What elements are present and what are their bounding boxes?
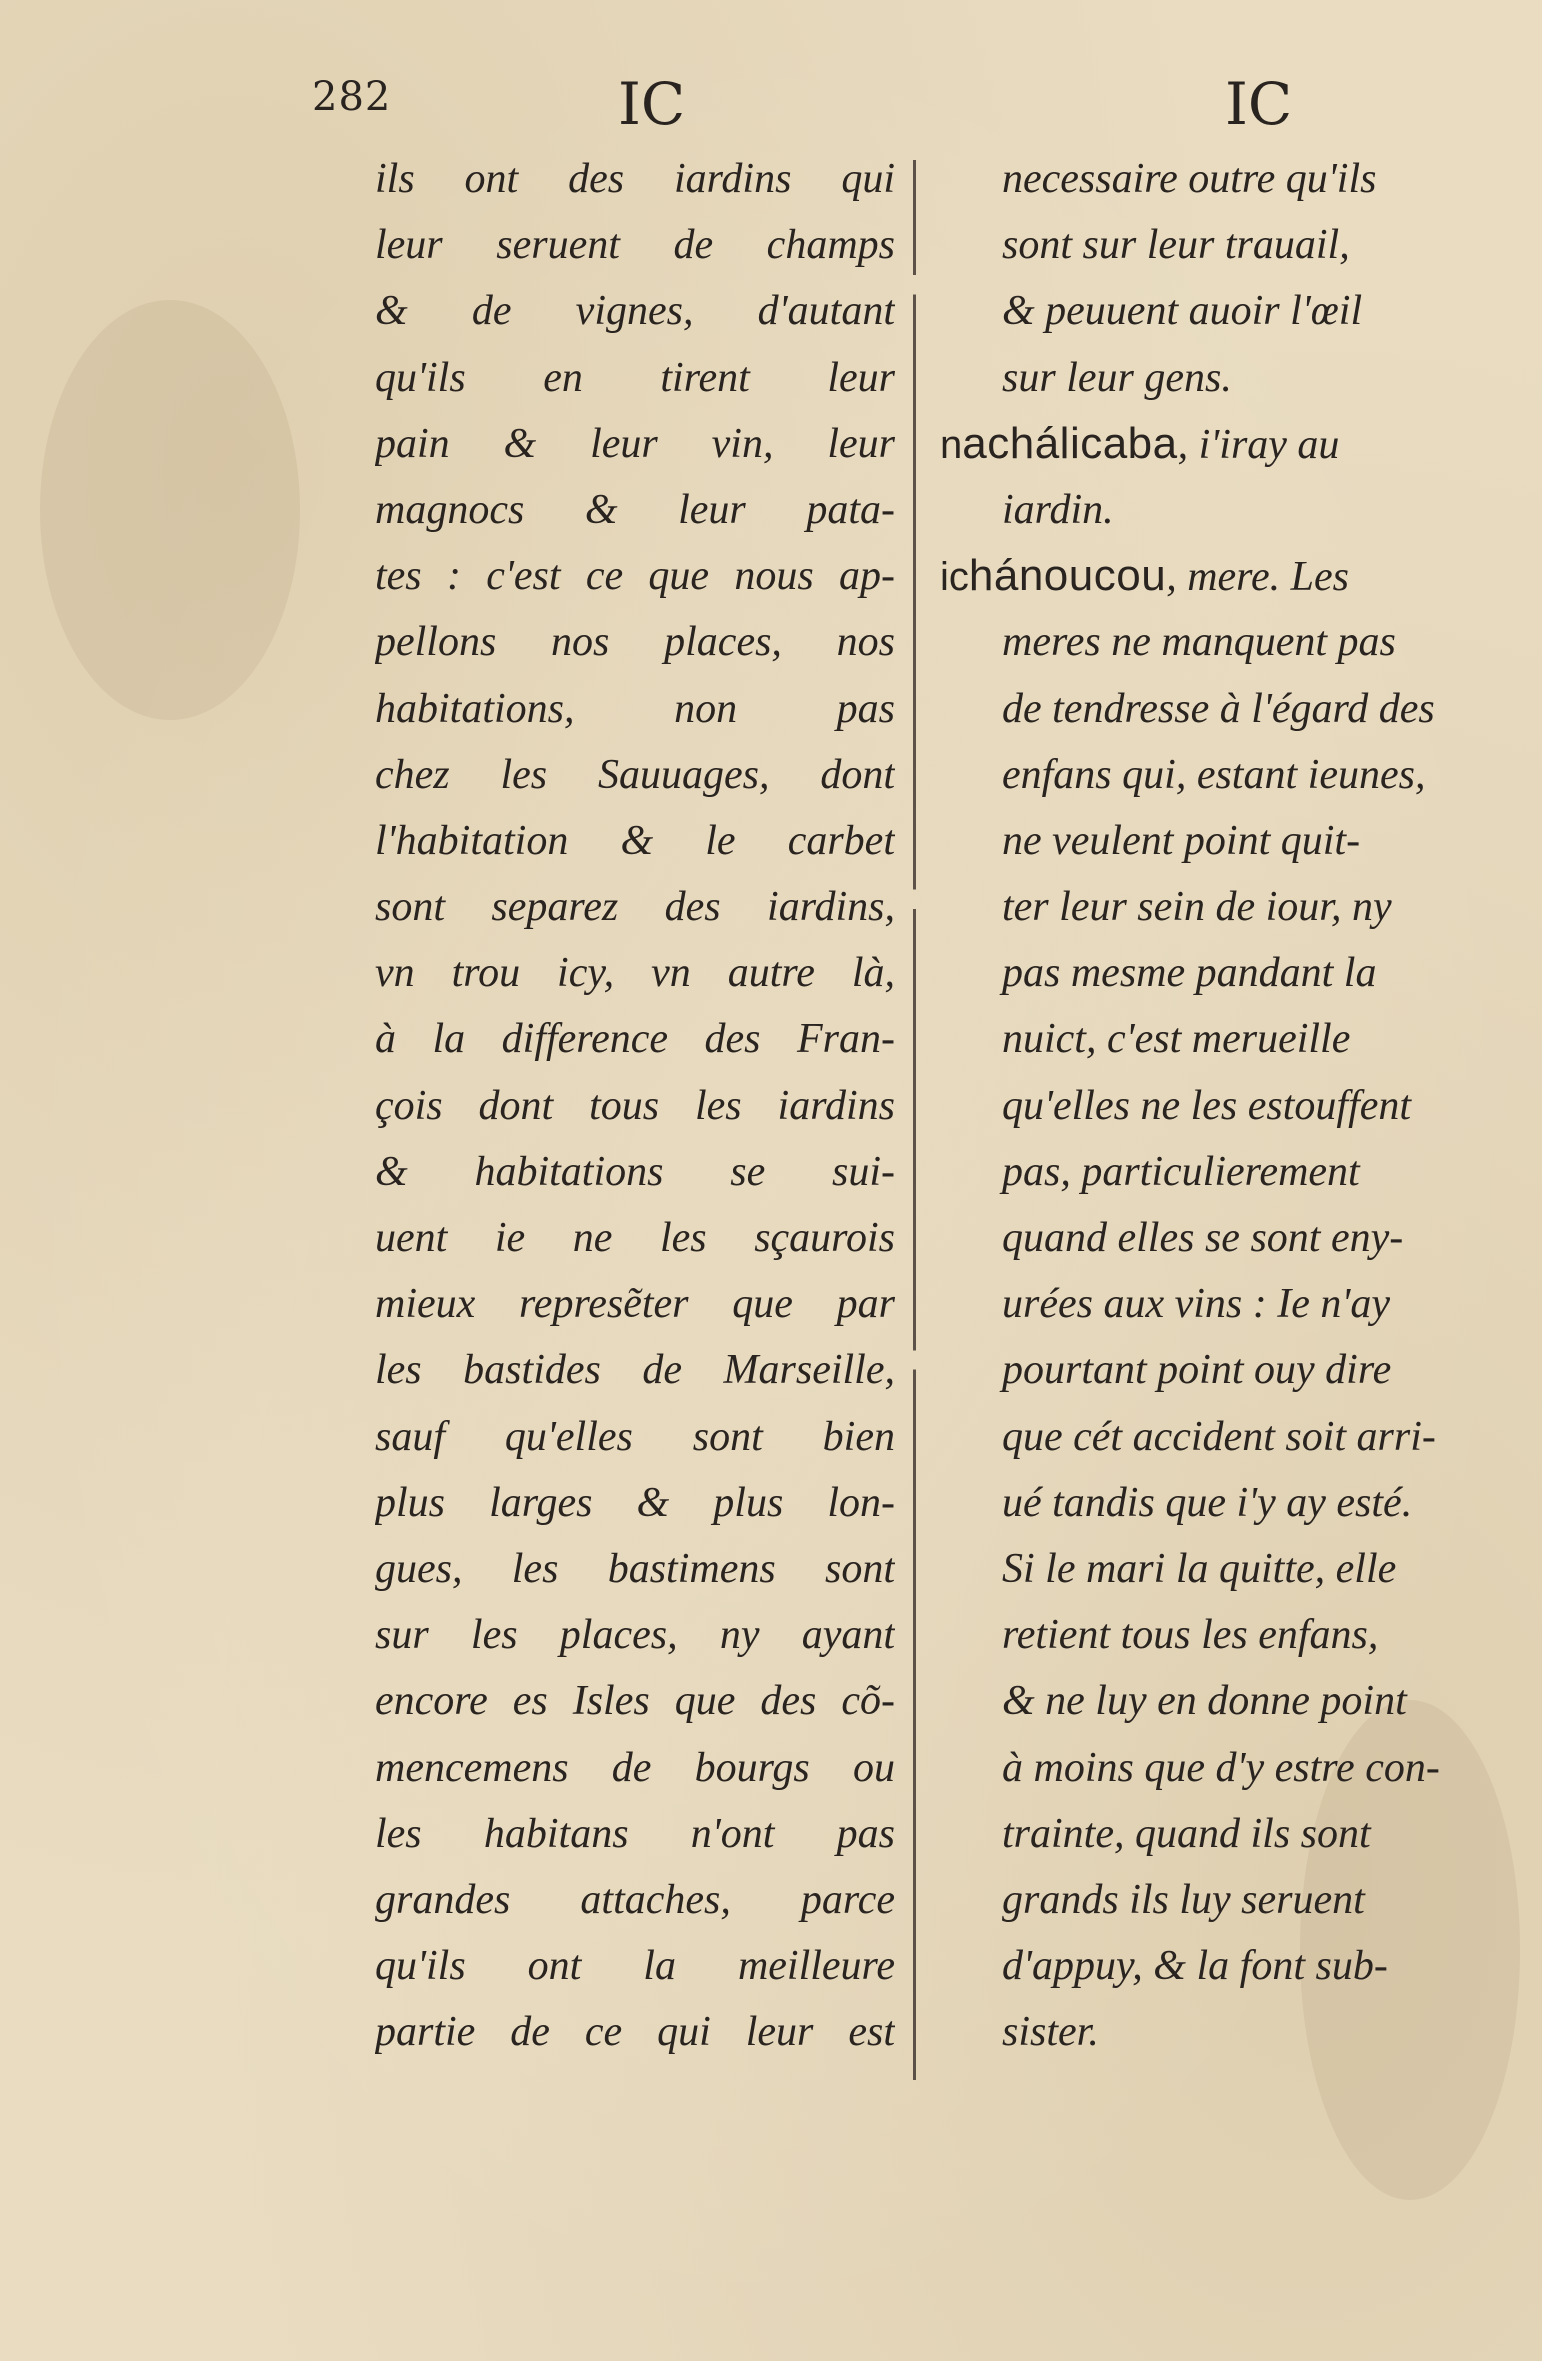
entry-gloss: , mere. Les [1166, 554, 1349, 601]
entry-headword: hánoucou [968, 551, 1167, 601]
right-text-column [940, 146, 1510, 2065]
text-line: grandes attaches, parce [375, 1876, 895, 1923]
text-line: d'appuy, & la font sub- [1002, 1943, 1388, 1990]
page-number: 282 [312, 74, 392, 120]
entry-initial: n [940, 422, 963, 467]
text-line: sur les places, ny ayant [375, 1612, 895, 1659]
entry-gloss: , i'iray au [1177, 421, 1340, 468]
text-line: pas mesme pandant la [1002, 950, 1377, 997]
text-line: qu'ils ont la meilleure [375, 1943, 895, 1990]
dictionary-entry-nachalicaba [940, 411, 1500, 477]
entry-initial: ic [940, 555, 969, 600]
text-line: sauf qu'elles sont bien [375, 1413, 895, 1460]
column-divider [913, 160, 916, 2080]
text-line: tes : c'est ce que nous ap- [375, 553, 895, 600]
text-line: çois dont tous les iardins [375, 1082, 895, 1129]
text-line: sur leur gens. [1002, 354, 1232, 401]
text-line: leur seruent de champs [375, 222, 895, 269]
left-text-column [375, 146, 905, 2065]
text-line: les bastides de Marseille, [375, 1347, 895, 1394]
text-line: mencemens de bourgs ou [375, 1744, 895, 1791]
text-line: plus larges & plus lon- [375, 1479, 895, 1526]
running-head-right: IC [1225, 70, 1293, 138]
text-line: quand elles se sont eny- [1002, 1215, 1404, 1261]
text-line: partie de ce qui leur est [375, 2009, 895, 2056]
text-line: qu'elles ne les estouffent [1002, 1082, 1412, 1129]
text-line: iardin. [1002, 486, 1114, 533]
text-line: à la difference des Fran- [375, 1016, 895, 1063]
text-line: qu'ils en tirent leur [375, 354, 895, 401]
text-line: ué tandis que i'y ay esté. [1002, 1479, 1413, 1526]
text-line: pourtant point ouy dire [1002, 1347, 1392, 1394]
text-line: & de vignes, d'autant [375, 288, 895, 335]
text-line: Si le mari la quitte, elle [1002, 1545, 1397, 1592]
text-line: sont sur leur trauail, [1002, 222, 1350, 269]
text-line: gues, les bastimens sont [375, 1545, 895, 1592]
entry-headword: achálicaba [962, 418, 1178, 468]
text-line: uent ie ne les sçaurois [375, 1215, 895, 1261]
page-header [0, 70, 1542, 150]
text-line: de tendresse à l'égard des [1002, 685, 1435, 732]
text-line: meres ne manquent pas [1002, 619, 1396, 666]
paper-stain [40, 300, 300, 720]
text-line: pellons nos places, nos [375, 619, 895, 666]
text-line: & habitations se sui- [375, 1148, 895, 1195]
text-line: que cét accident soit arri- [1002, 1413, 1436, 1460]
text-line: à moins que d'y estre con- [1002, 1744, 1440, 1791]
text-line: ter leur sein de iour, ny [1002, 884, 1392, 931]
text-line: nuict, c'est merueille [1002, 1016, 1351, 1063]
text-line: trainte, quand ils sont [1002, 1810, 1371, 1857]
dictionary-entry-ichanoucou [940, 543, 1500, 609]
text-line: mieux represẽter que par [375, 1281, 895, 1328]
text-line: sont separez des iardins, [375, 884, 895, 931]
text-line: encore es Isles que des cõ- [375, 1678, 895, 1725]
text-line: ne veulent point quit- [1002, 817, 1361, 864]
text-line: vn trou icy, vn autre là, [375, 950, 895, 997]
text-line: habitations, non pas [375, 685, 895, 732]
text-line: sister. [1002, 2009, 1099, 2056]
text-line: ils ont des iardins qui [375, 156, 895, 202]
text-line: grands ils luy seruent [1002, 1876, 1365, 1923]
text-line: & ne luy en donne point [1002, 1678, 1407, 1725]
text-line: pas, particulierement [1002, 1148, 1360, 1195]
text-line: pain & leur vin, leur [375, 420, 895, 467]
text-line: & peuuent auoir l'œil [1002, 288, 1363, 335]
text-line: les habitans n'ont pas [375, 1810, 895, 1857]
text-line: l'habitation & le carbet [375, 817, 895, 864]
text-line: chez les Sauuages, dont [375, 751, 895, 798]
text-line: enfans qui, estant ieunes, [1002, 751, 1426, 798]
text-line: retient tous les enfans, [1002, 1612, 1379, 1659]
text-line: necessaire outre qu'ils [1002, 156, 1377, 202]
text-line: magnocs & leur pata- [375, 486, 895, 533]
text-line: urées aux vins : Ie n'ay [1002, 1281, 1391, 1328]
running-head-left: IC [618, 70, 686, 138]
